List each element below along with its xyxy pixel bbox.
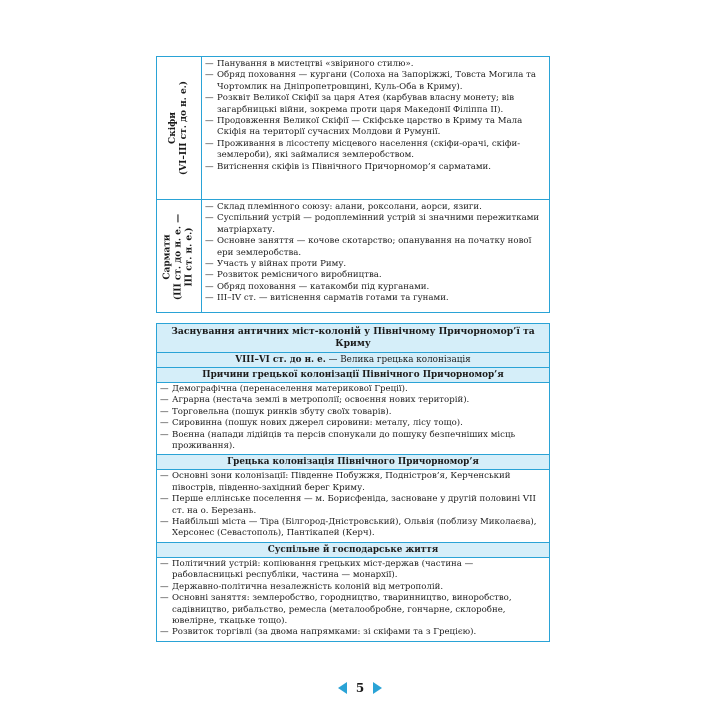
list-item: — Суспільний устрій — родоплемінний устрій зі значними пережитками матріархату. — [205, 213, 540, 235]
scythia-title: Скіфи — [168, 112, 178, 144]
page-navigation — [0, 680, 720, 695]
list-item: — Розвиток торгівлі (за двома напрямками: зі скіфами та з Грецією). — [160, 627, 477, 638]
list-item: — Панування в мистецтві «звіриного стилю». — [205, 59, 414, 69]
list-item: — Найбільші міста — Тіра (Білгород-Дністровський), Ольвія (поблизу Миколаєва), Херсонес (Севастополь), Пантікапей (Керч). — [160, 517, 537, 539]
list-item: — Воєнна (напади лідійців та персів спонукали до пошуку безпечніших місць проживання). — [160, 429, 516, 452]
sarmatians-title: Сармати — [162, 233, 173, 280]
reasons-title: Причини грецької колонізації Північного Причорномор’я — [157, 368, 549, 383]
list-item: — Проживання в лісостепу місцевого населення (скіфи-орачі, скіфи-землероби), які займалися землеробством. — [205, 138, 521, 161]
peoples-table — [156, 56, 550, 313]
list-item: — Політичний устрій: копіювання грецьких міст-держав (частина — рабовласницькі республіки, частина — монархії). — [160, 558, 474, 581]
next-page-icon[interactable] — [373, 682, 382, 694]
scythia-row — [157, 57, 549, 200]
scythia-side-label — [157, 57, 202, 199]
sarmatians-period: (ІІІ ст. до н. е. — — [173, 213, 184, 300]
page-number: 5 — [355, 680, 365, 695]
previous-page-icon[interactable] — [338, 682, 347, 694]
colonization-title: Грецька колонізація Північного Причорномор’я — [157, 455, 549, 470]
reasons-list — [157, 383, 549, 455]
colonization-period — [157, 353, 549, 368]
colonization-table — [156, 323, 550, 642]
sarmatians-row — [157, 200, 549, 313]
list-item: — Демографічна (перенаселення материкової Греції). — [160, 384, 408, 394]
list-item: — Сировинна (пошук нових джерел сировини: металу, лісу тощо). — [160, 418, 463, 429]
period-bold: VIII–VI ст. до н. е. — [235, 355, 326, 365]
scythia-period: (VI–III ст. до н. е.) — [179, 80, 189, 176]
colonization-header: Заснування античних міст-колоній у Північному Причорномор’ї та Криму — [157, 324, 549, 353]
list-item: — Державно-політична незалежність колоній від метрополій. — [160, 581, 444, 592]
list-item: — Основні зони колонізації: Південне Побужжя, Подністров’я, Керченський півострів, південно-західний берег Криму. — [160, 471, 511, 493]
scythia-list — [202, 57, 549, 199]
list-item: — Розвиток ремісничого виробництва. — [205, 270, 382, 281]
list-item: — Основне заняття — кочове скотарство; опанування на початку нової ери землеробства. — [205, 236, 532, 258]
list-item: — Обряд поховання — кургани (Солоха на Запоріжжі, Товста Могила та Чортомлик на Дніпропетровщині, Куль-Оба в Криму). — [205, 70, 536, 92]
page — [156, 56, 550, 642]
sarmatians-list — [202, 200, 549, 313]
list-item: — Витіснення скіфів із Північного Причорномор’я сарматами. — [205, 161, 491, 172]
sarmatians-side-label — [157, 200, 202, 313]
list-item: — Продовження Великої Скіфії — Скіфське царство в Криму та Мала Скіфія на території сучасних Молдови й Румунії. — [205, 116, 523, 138]
sarmatians-period-2: ІІІ ст. н. е.) — [184, 226, 195, 287]
list-item: — Перше еллінське поселення — м. Борисфеніда, засноване у другій половині VII ст. на о. Березань. — [160, 494, 536, 516]
list-item: — Склад племінного союзу: алани, роксолани, аорси, язиги. — [205, 202, 482, 212]
list-item: — ІІІ–IV ст. — витіснення сарматів готами та гунами. — [205, 293, 449, 304]
list-item: — Аграрна (нестача землі в метрополії; освоєння нових територій). — [160, 395, 470, 406]
list-item: — Основні заняття: землеробство, городництво, тваринництво, виноробство, садівництво, рибальство, ремесла (металообробне, гончарне, склоробне, ювелірне, ткацьке тощо). — [160, 593, 512, 626]
colonization-list — [157, 470, 549, 542]
society-list — [157, 558, 549, 641]
list-item: — Обряд поховання — катакомби під курганами. — [205, 281, 430, 292]
list-item: — Розквіт Великої Скіфії за царя Атея (карбував власну монету; вів загарбницькі війни, зокрема проти царя Македонії Філіппа ІІ). — [205, 93, 515, 115]
list-item: — Участь у війнах проти Риму. — [205, 259, 347, 270]
society-title: Суспільне й господарське життя — [157, 543, 549, 558]
period-rest: — Велика грецька колонізація — [325, 355, 471, 365]
list-item: — Торговельна (пошук ринків збуту своїх товарів). — [160, 406, 392, 417]
